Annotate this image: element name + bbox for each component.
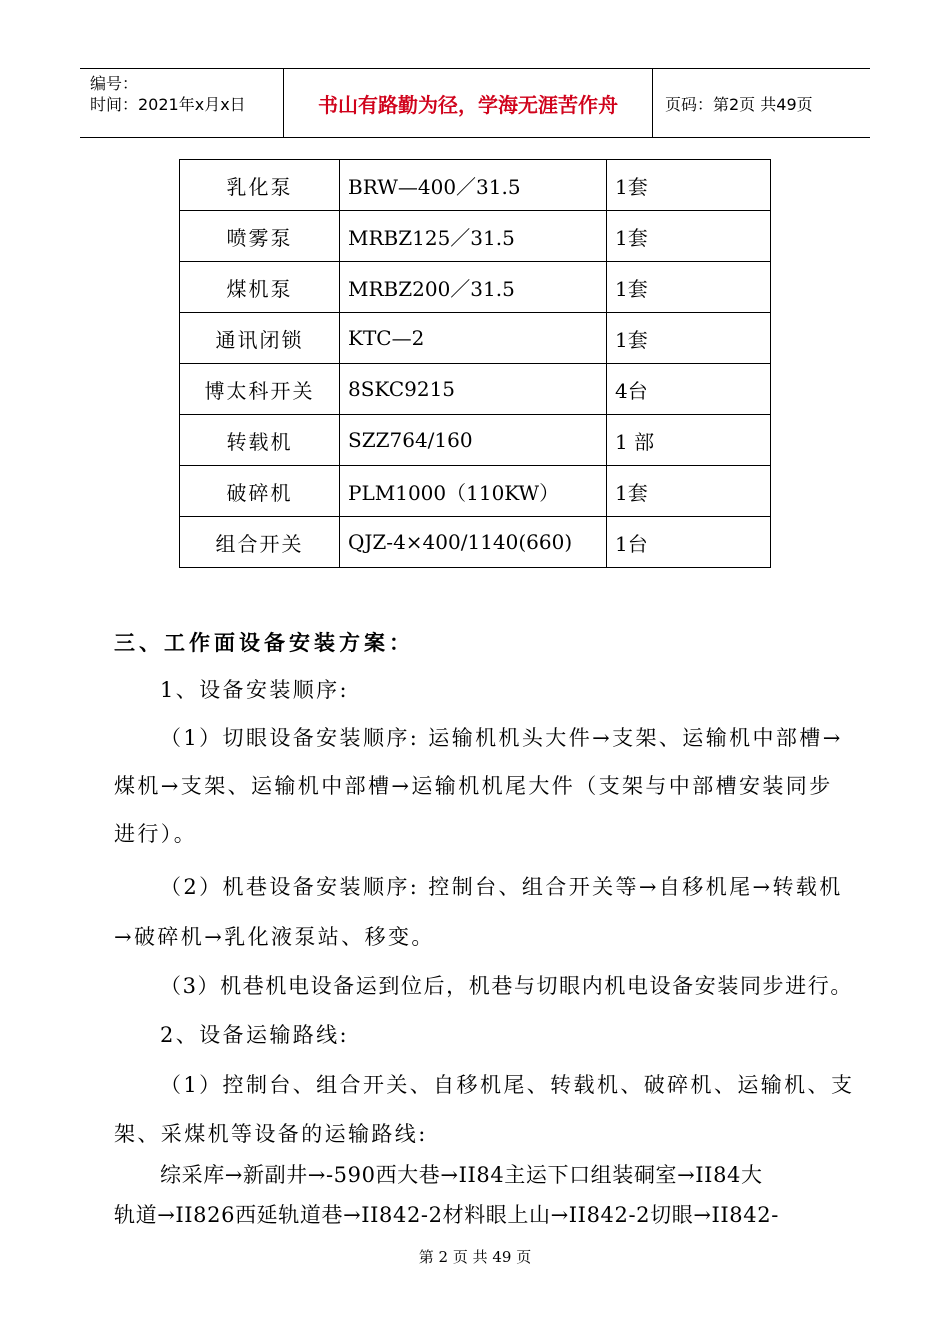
paragraph-line: （3）机巷机电设备运到位后，机巷与切眼内机电设备安装同步进行。 xyxy=(160,974,853,998)
section-title: 三、工作面设备安装方案： xyxy=(114,630,414,655)
equipment-name: 破碎机 xyxy=(180,466,340,517)
document-time: 时间：2021年x月x日 xyxy=(90,95,246,114)
header-motto: 书山有路勤为径，学海无涯苦作舟 xyxy=(283,69,653,137)
table-row xyxy=(180,517,771,568)
equipment-name: 喷雾泵 xyxy=(180,211,340,262)
table-row xyxy=(180,313,771,364)
equipment-name: 通讯闭锁 xyxy=(180,313,340,364)
equipment-table xyxy=(179,159,771,568)
header-meta xyxy=(80,69,283,137)
equipment-quantity: 1套 xyxy=(607,466,771,517)
equipment-model: 8SKC9215 xyxy=(340,364,607,415)
paragraph-line: 架、采煤机等设备的运输路线: xyxy=(114,1122,428,1146)
equipment-quantity: 4台 xyxy=(607,364,771,415)
table-row xyxy=(180,415,771,466)
table-row xyxy=(180,364,771,415)
equipment-model: KTC—2 xyxy=(340,313,607,364)
table-row xyxy=(180,211,771,262)
table-row xyxy=(180,262,771,313)
equipment-quantity: 1 部 xyxy=(607,415,771,466)
document-number: 编号： xyxy=(90,74,139,93)
table-row xyxy=(180,160,771,211)
equipment-quantity: 1套 xyxy=(607,262,771,313)
paragraph-line: 综采库→新副井→-590西大巷→II84主运下口组装硐室→II84大 xyxy=(160,1163,763,1187)
equipment-model: BRW—400／31.5 xyxy=(340,160,607,211)
equipment-name: 组合开关 xyxy=(180,517,340,568)
equipment-name: 煤机泵 xyxy=(180,262,340,313)
equipment-model: MRBZ125／31.5 xyxy=(340,211,607,262)
equipment-name: 转载机 xyxy=(180,415,340,466)
header-page-number: 页码：第2页 共49页 xyxy=(665,94,813,114)
equipment-model: PLM1000（110KW） xyxy=(340,466,607,517)
paragraph-line: →破碎机→乳化液泵站、移变。 xyxy=(114,925,435,949)
paragraph-line: 轨道→II826西延轨道巷→II842-2材料眼上山→II842-2切眼→II842- xyxy=(114,1203,779,1227)
equipment-name: 乳化泵 xyxy=(180,160,340,211)
equipment-quantity: 1套 xyxy=(607,211,771,262)
paragraph-line: （1）控制台、组合开关、自移机尾、转载机、破碎机、运输机、支 xyxy=(160,1073,855,1097)
equipment-model: MRBZ200／31.5 xyxy=(340,262,607,313)
equipment-model: QJZ-4×400/1140(660) xyxy=(340,517,607,568)
equipment-model: SZZ764/160 xyxy=(340,415,607,466)
page-footer: 第 2 页 共 49 页 xyxy=(418,1248,532,1266)
paragraph-line: （2）机巷设备安装顺序: 控制台、组合开关等→自移机尾→转载机 xyxy=(160,875,843,899)
subsection-title: 1、设备安装顺序: xyxy=(160,678,350,702)
equipment-name: 博太科开关 xyxy=(180,364,340,415)
page-header xyxy=(80,68,870,138)
paragraph-line: 煤机→支架、运输机中部槽→运输机机尾大件（支架与中部槽安装同步 xyxy=(114,774,833,798)
table-row xyxy=(180,466,771,517)
equipment-quantity: 1套 xyxy=(607,160,771,211)
paragraph-line: （1）切眼设备安装顺序: 运输机机头大件→支架、运输机中部槽→ xyxy=(160,726,843,750)
equipment-quantity: 1台 xyxy=(607,517,771,568)
subsection-title: 2、设备运输路线: xyxy=(160,1023,350,1047)
equipment-quantity: 1套 xyxy=(607,313,771,364)
paragraph-line: 进行）。 xyxy=(114,822,198,846)
